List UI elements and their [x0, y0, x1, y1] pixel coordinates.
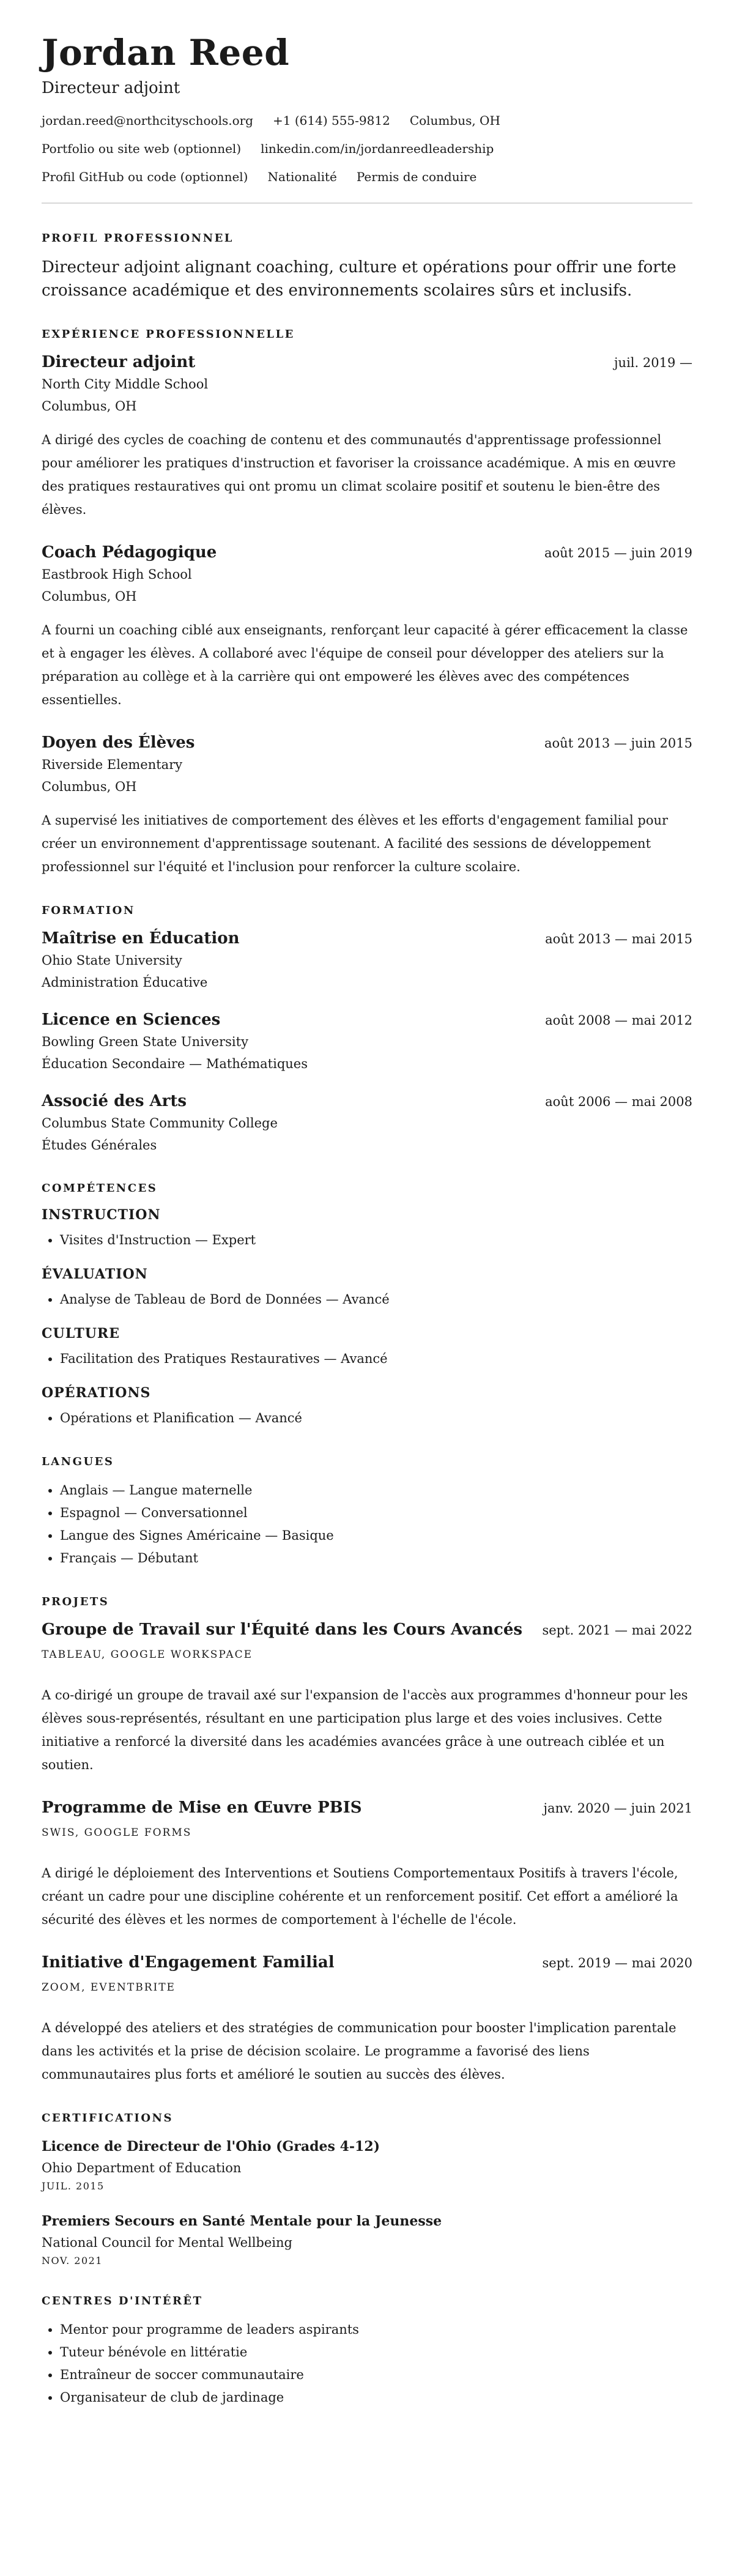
location-text: Columbus, OH	[409, 113, 500, 128]
school-name: Columbus State Community College	[42, 1115, 278, 1130]
skill-list	[42, 1229, 692, 1252]
section-heading: COMPÉTENCES	[42, 1181, 158, 1195]
project-title: Programme de Mise en Œuvre PBIS	[42, 1798, 362, 1817]
project-description: A dirigé le déploiement des Interventions et Soutiens Comportementaux Positifs à travers l'école, créant un cadre pour une discipline cohérente et un renforcement positif. Cet effort a amélioré la sécurité des élèves et les normes de comportement à l'échelle de l'école.	[42, 1865, 678, 1927]
certification-title: Licence de Directeur de l'Ohio (Grades 4-12)	[42, 2138, 380, 2155]
job-dates: août 2015 — juin 2019	[544, 545, 692, 560]
nationality-text: Nationalité	[267, 169, 337, 184]
job-location: Columbus, OH	[42, 588, 137, 604]
employer: North City Middle School	[42, 376, 209, 392]
section-heading: PROFIL PROFESSIONNEL	[42, 231, 234, 245]
job-location: Columbus, OH	[42, 398, 137, 414]
license-text: Permis de conduire	[356, 169, 477, 184]
section-heading: PROJETS	[42, 1595, 109, 1608]
language-item: • Français — Débutant	[60, 1547, 692, 1570]
project-dates: sept. 2021 — mai 2022	[542, 1622, 692, 1638]
skill-category: INSTRUCTION	[42, 1206, 161, 1223]
contact-row	[42, 113, 692, 128]
skill-category: CULTURE	[42, 1325, 120, 1342]
profile-section	[42, 232, 692, 302]
job-description: A dirigé des cycles de coaching de contenu et des communautés d'apprentissage professionnel pour améliorer les pratiques d'instruction et favoriser la croissance académique. A mis en œuvre des pratiques restauratives qui ont promu un climat scolaire positif et soutenu le bien-être des élèves.	[42, 432, 676, 517]
experience-entry	[42, 542, 692, 711]
project-entry	[42, 1619, 692, 1776]
job-location: Columbus, OH	[42, 779, 137, 794]
job-title: Doyen des Élèves	[42, 733, 195, 752]
certification-issuer: Ohio Department of Education	[42, 2160, 242, 2175]
extra-info-row	[42, 169, 692, 184]
skill-group	[42, 1324, 692, 1370]
profile-summary: Directeur adjoint alignant coaching, culture et opérations pour offrir une forte croissance académique et des environnements scolaires sûrs et inclusifs.	[42, 258, 677, 300]
project-title: Initiative d'Engagement Familial	[42, 1953, 335, 1972]
language-list	[42, 1479, 692, 1570]
interest-item: • Tuteur bénévole en littératie	[60, 2341, 692, 2364]
education-section	[42, 904, 692, 1156]
github-link[interactable]: Profil GitHub ou code (optionnel)	[42, 169, 248, 184]
education-entry	[42, 928, 692, 993]
language-item: • Langue des Signes Américaine — Basique	[60, 1524, 692, 1547]
project-title: Groupe de Travail sur l'Équité dans les Cours Avancés	[42, 1620, 523, 1639]
skills-section	[42, 1182, 692, 1430]
school-name: Bowling Green State University	[42, 1034, 248, 1049]
degree-title: Maîtrise en Éducation	[42, 929, 240, 948]
project-entry	[42, 1952, 692, 2086]
skill-item: • Analyse de Tableau de Bord de Données — Avancé	[60, 1288, 692, 1311]
skill-group	[42, 1206, 692, 1252]
skill-group	[42, 1384, 692, 1430]
certification-entry	[42, 2210, 692, 2269]
skill-category: OPÉRATIONS	[42, 1384, 151, 1401]
project-dates: janv. 2020 — juin 2021	[543, 1800, 692, 1816]
field-of-study: Administration Éducative	[42, 974, 208, 990]
employer: Riverside Elementary	[42, 757, 183, 772]
skill-item: • Opérations et Planification — Avancé	[60, 1407, 692, 1430]
candidate-name: Jordan Reed	[42, 32, 290, 73]
education-entry	[42, 1091, 692, 1156]
field-of-study: Éducation Secondaire — Mathématiques	[42, 1056, 308, 1071]
interests-section	[42, 2295, 692, 2409]
skill-group	[42, 1265, 692, 1311]
language-item: • Espagnol — Conversationnel	[60, 1502, 692, 1524]
resume-header	[42, 34, 692, 184]
phone-number[interactable]: +1 (614) 555-9812	[273, 113, 390, 128]
certification-title: Premiers Secours en Santé Mentale pour la Jeunesse	[42, 2213, 442, 2229]
degree-title: Associé des Arts	[42, 1091, 187, 1110]
languages-section	[42, 1455, 692, 1570]
section-heading: CENTRES D'INTÉRÊT	[42, 2294, 203, 2307]
skill-list	[42, 1288, 692, 1311]
school-name: Ohio State University	[42, 952, 182, 968]
header-divider	[42, 202, 692, 204]
job-title: Coach Pédagogique	[42, 543, 217, 562]
email-link[interactable]: jordan.reed@northcityschools.org	[42, 113, 253, 128]
interest-list	[42, 2318, 692, 2409]
experience-entry	[42, 732, 692, 878]
project-tools: ZOOM, EVENTBRITE	[42, 1981, 176, 1994]
job-description: A fourni un coaching ciblé aux enseignants, renforçant leur capacité à gérer efficacement la classe et à engager les élèves. A collaboré avec l'équipe de conseil pour développer des ateliers sur la préparation au collège et à la carrière qui ont empoweré les élèves avec des compétences essentielles.	[42, 622, 688, 707]
certifications-section	[42, 2112, 692, 2269]
degree-dates: août 2008 — mai 2012	[545, 1012, 692, 1028]
certification-issuer: National Council for Mental Wellbeing	[42, 2235, 292, 2250]
employer: Eastbrook High School	[42, 566, 192, 582]
certification-entry	[42, 2136, 692, 2194]
degree-dates: août 2013 — mai 2015	[545, 931, 692, 946]
interest-item: • Entraîneur de soccer communautaire	[60, 2364, 692, 2386]
project-tools: SWIS, GOOGLE FORMS	[42, 1826, 192, 1839]
interest-item: • Mentor pour programme de leaders aspirants	[60, 2318, 692, 2341]
candidate-title: Directeur adjoint	[42, 78, 180, 97]
project-entry	[42, 1797, 692, 1931]
experience-section	[42, 328, 692, 878]
section-heading: LANGUES	[42, 1455, 114, 1468]
certification-date: NOV. 2021	[42, 2254, 103, 2266]
education-entry	[42, 1009, 692, 1075]
skill-list	[42, 1407, 692, 1430]
skill-category: ÉVALUATION	[42, 1266, 148, 1282]
job-dates: juil. 2019 —	[614, 355, 692, 370]
portfolio-link[interactable]: Portfolio ou site web (optionnel)	[42, 141, 242, 156]
projects-section	[42, 1595, 692, 2086]
interest-item: • Organisateur de club de jardinage	[60, 2386, 692, 2409]
skill-list	[42, 1348, 692, 1370]
experience-entry	[42, 352, 692, 521]
section-heading: FORMATION	[42, 904, 135, 917]
section-heading: CERTIFICATIONS	[42, 2111, 173, 2125]
degree-title: Licence en Sciences	[42, 1010, 221, 1029]
job-title: Directeur adjoint	[42, 352, 196, 371]
project-description: A co-dirigé un groupe de travail axé sur l'expansion de l'accès aux programmes d'honneur pour les élèves sous-représentés, résultant en une participation plus large et des voies inclusives. Cette initiative a renforcé la diversité dans les académies avancées grâce à une outreach ciblée et un soutien.	[42, 1687, 688, 1772]
linkedin-link[interactable]: linkedin.com/in/jordanreedleadership	[261, 141, 494, 156]
project-tools: TABLEAU, GOOGLE WORKSPACE	[42, 1648, 253, 1661]
project-dates: sept. 2019 — mai 2020	[542, 1955, 692, 1970]
certification-date: JUIL. 2015	[42, 2180, 105, 2192]
degree-dates: août 2006 — mai 2008	[545, 1094, 692, 1109]
skill-item: • Visites d'Instruction — Expert	[60, 1229, 692, 1252]
language-item: • Anglais — Langue maternelle	[60, 1479, 692, 1502]
links-row	[42, 141, 692, 156]
skill-item: • Facilitation des Pratiques Restauratives — Avancé	[60, 1348, 692, 1370]
project-description: A développé des ateliers et des stratégies de communication pour booster l'implication parentale dans les activités et la prise de décision scolaire. Le programme a favorisé des liens communautaires plus forts et amélioré le soutien au succès des élèves.	[42, 2020, 677, 2082]
job-description: A supervisé les initiatives de comportement des élèves et les efforts d'engagement familial pour créer un environnement d'apprentissage soutenant. A facilité des sessions de développement professionnel sur l'équité et l'inclusion pour renforcer la culture scolaire.	[42, 812, 669, 874]
section-heading: EXPÉRIENCE PROFESSIONNELLE	[42, 327, 295, 341]
job-dates: août 2013 — juin 2015	[544, 735, 692, 751]
field-of-study: Études Générales	[42, 1137, 157, 1153]
